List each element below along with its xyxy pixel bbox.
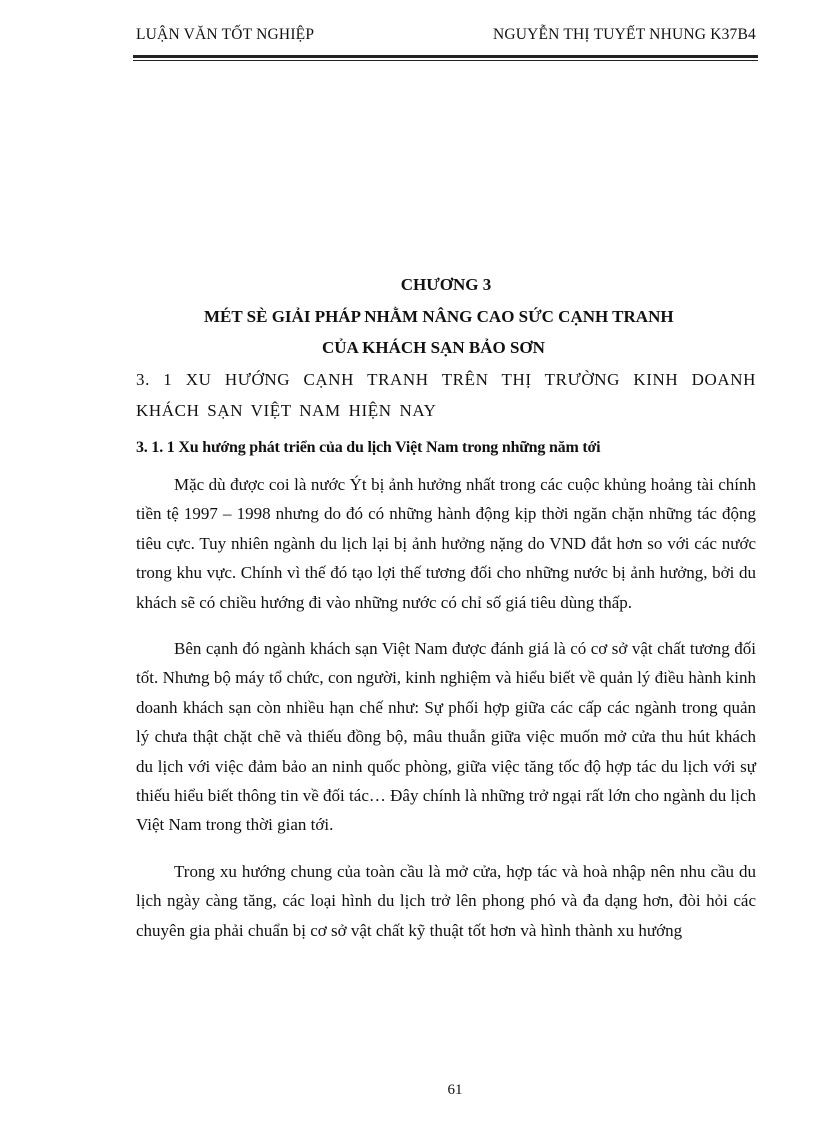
body-paragraph-3: Trong xu hướng chung của toàn cầu là mở cửa, hợp tác và hoà nhập nên nhu cầu du lịch ngày càng tăng, các loại hình du lịch trở lên phong phó và đa dạng hơn, đòi hỏi các chuyên gia phải chuẩn bị cơ sở vật chất kỹ thuật tốt hơn và hình thành xu hướng	[136, 861, 756, 940]
section-heading: 3. 1 XU HƯỚNG CẠNH TRANH TRÊN THỊ TRƯỜNG KINH DOANH KHÁCH SẠN VIỆT NAM HIỆN NAY	[136, 370, 756, 420]
header-rule-thick	[133, 55, 758, 58]
chapter-label: CHƯƠNG 3	[400, 275, 492, 294]
header-rule-thin	[133, 60, 758, 61]
header-thesis-label: LUẬN VĂN TỐT NGHIỆP	[136, 26, 315, 43]
subsection-heading: 3. 1. 1 Xu hướng phát triển của du lịch Việt Nam trong những năm tới	[136, 439, 601, 456]
chapter-title-line-2: CỦA KHÁCH SẠN BẢO SƠN	[322, 338, 545, 357]
chapter-title-line-1: MÉT SÈ GIẢI PHÁP NHẰM NÂNG CAO SỨC CẠNH TRANH	[204, 307, 674, 326]
header-author-label: NGUYỄN THỊ TUYẾT NHUNG K37B4	[492, 26, 756, 43]
page-body	[136, 268, 756, 962]
body-paragraph-1: Mặc dù được coi là nước Ýt bị ảnh hưởng nhất trong các cuộc khủng hoảng tài chính tiền tệ 1997 – 1998 nhưng do đó có những hành động kịp thời ngăn chặn những tác động tiêu cực. Tuy nhiên ngành du lịch lại bị ảnh hưởng nặng do VND đắt hơn so với các nước trong khu vực. Chính vì thế đó tạo lợi thế tương đối cho những nước bị ảnh hưởng, bởi du khách sẽ có chiều hướng đi vào những nước có chỉ số giá tiêu dùng thấp.	[136, 475, 756, 612]
body-paragraph-2: Bên cạnh đó ngành khách sạn Việt Nam được đánh giá là có cơ sở vật chất tương đối tốt. Nhưng bộ máy tổ chức, con người, kinh nghiệm và hiểu biết về quản lý điều hành kinh doanh khách sạn còn nhiều hạn chế như: Sự phối hợp giữa các cấp các ngành trong quản lý chưa thật chặt chẽ và thiếu đồng bộ, mâu thuẫn giữa việc muốn mở cửa thu hút khách du lịch với việc đảm bảo an ninh quốc phòng, giữa việc tăng tốc độ hợp tác du lịch với sự thiếu hiểu biết thông tin về đối tác… Đây chính là những trở ngại rất lớn cho ngành du lịch Việt Nam trong thời gian tới.	[136, 639, 756, 835]
page-number: 61	[447, 1082, 463, 1098]
page-header	[133, 26, 758, 50]
